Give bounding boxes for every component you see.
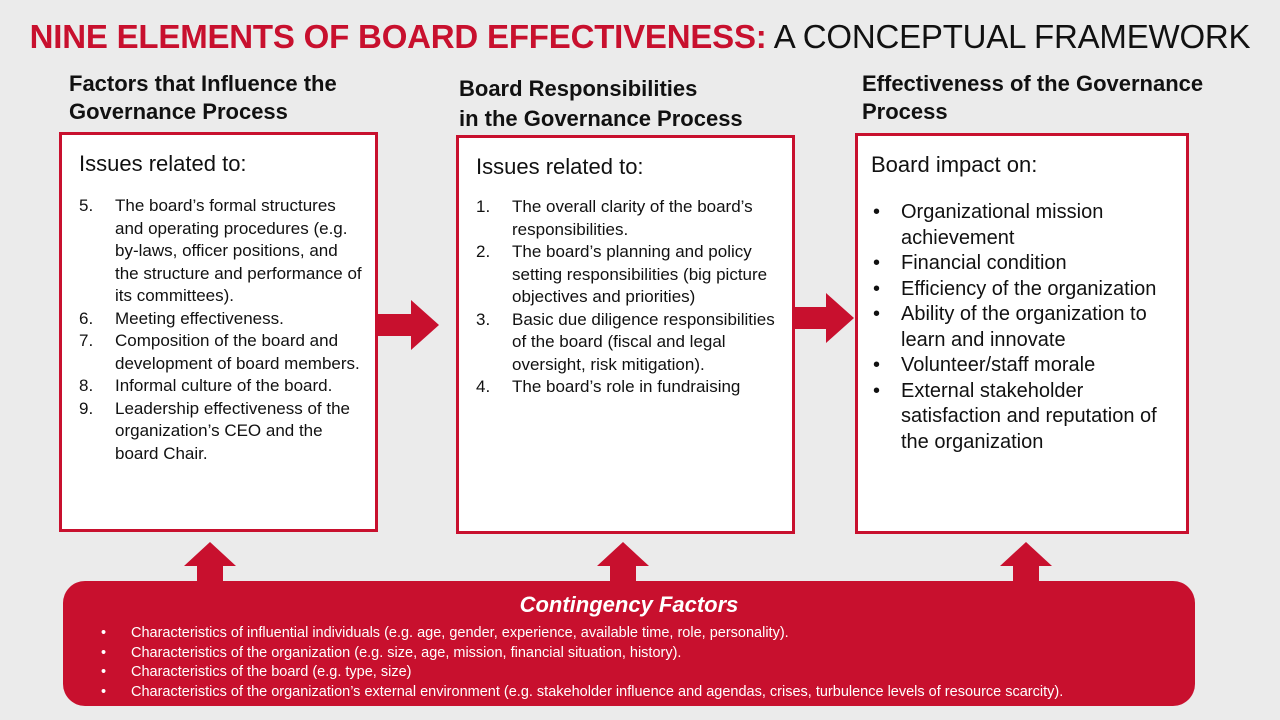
- heading-line: Board Responsibilities: [459, 76, 698, 101]
- list-item: [79, 195, 365, 308]
- page-title: [0, 18, 1280, 56]
- list-item: [79, 330, 365, 375]
- box-intro: Issues related to:: [79, 151, 247, 176]
- heading-line: Process: [862, 99, 948, 124]
- box-intro: Board impact on:: [871, 152, 1038, 177]
- heading-line: Effectiveness of the Governance: [862, 71, 1204, 96]
- list-item: [79, 308, 365, 331]
- responsibilities-box: [456, 135, 795, 534]
- item-number: 6.: [79, 308, 94, 328]
- right-arrow-icon: [377, 297, 441, 353]
- list-item: [476, 376, 782, 399]
- responsibilities-list: [459, 196, 792, 399]
- item-number: 3.: [476, 309, 491, 329]
- list-item: [476, 196, 782, 241]
- contingency-factors-panel: [63, 581, 1195, 706]
- list-item: • External stakeholder satisfaction and reputation of the organization: [871, 379, 1176, 456]
- list-item: • Characteristics of the organization’s external environment (e.g. stakeholder influence and agendas, crises, turbulence levels of resource scarcity).: [99, 683, 1195, 703]
- item-number: 5.: [79, 196, 94, 215]
- up-arrow-icon: [597, 542, 649, 584]
- list-item: • Characteristics of the organization (e.g. size, age, mission, financial situation, history).: [99, 644, 1195, 664]
- item-text: The overall clarity of the board’s responsibilities.: [512, 197, 753, 239]
- list-item: [79, 398, 365, 466]
- effectiveness-box: [855, 133, 1189, 534]
- heading-line: Factors that Influence the: [69, 71, 337, 96]
- item-text: The board’s role in fundraising: [512, 377, 741, 396]
- title-black: A CONCEPTUAL FRAMEWORK: [773, 18, 1251, 55]
- item-number: 1.: [476, 197, 491, 216]
- item-number: 4.: [476, 377, 491, 396]
- item-number: 7.: [79, 331, 94, 350]
- list-item: [79, 375, 365, 398]
- box-intro: Issues related to:: [476, 154, 644, 179]
- list-item: • Characteristics of influential individuals (e.g. age, gender, experience, available time, role, personality).: [99, 624, 1195, 644]
- effectiveness-list: [858, 200, 1186, 455]
- item-number: 8.: [79, 376, 94, 395]
- list-item: [476, 241, 782, 309]
- up-arrow-icon: [1000, 542, 1052, 584]
- list-item: • Financial condition: [871, 251, 1176, 277]
- factors-list: [62, 195, 375, 465]
- item-text: Composition of the board and development of board members.: [115, 331, 360, 373]
- list-item: • Efficiency of the organization: [871, 277, 1176, 303]
- right-arrow-icon: [794, 290, 856, 346]
- list-item: [476, 309, 782, 377]
- contingency-list: [63, 624, 1195, 702]
- up-arrow-icon: [184, 542, 236, 584]
- column-heading-factors: [69, 70, 337, 126]
- item-number: 9.: [79, 398, 94, 418]
- list-item: • Organizational mission achievement: [871, 200, 1176, 251]
- list-item: • Volunteer/staff morale: [871, 353, 1176, 379]
- heading-line: Governance Process: [69, 99, 288, 124]
- item-text: Basic due diligence responsibilities of the board (fiscal and legal oversight, risk mitigation).: [512, 309, 775, 374]
- item-text: Meeting effectiveness.: [115, 308, 284, 328]
- item-text: Leadership effectiveness of the organization’s CEO and the board Chair.: [115, 398, 351, 463]
- column-heading-effectiveness: [862, 70, 1203, 126]
- list-item: • Characteristics of the board (e.g. type, size): [99, 663, 1195, 683]
- list-item: • Ability of the organization to learn and innovate: [871, 302, 1176, 353]
- title-red: NINE ELEMENTS OF BOARD EFFECTIVENESS:: [29, 18, 767, 55]
- heading-line: in the Governance Process: [459, 106, 743, 131]
- item-text: Informal culture of the board.: [115, 376, 333, 395]
- factors-box: [59, 132, 378, 532]
- item-text: The board’s planning and policy setting responsibilities (big picture objectives and priorities): [512, 242, 768, 306]
- item-text: The board’s formal structures and operating procedures (e.g. by-laws, officer positions, and the structure and performance of its committees).: [115, 196, 362, 305]
- item-number: 2.: [476, 242, 491, 261]
- column-heading-responsibilities: [459, 74, 743, 134]
- contingency-title: Contingency Factors: [519, 592, 739, 617]
